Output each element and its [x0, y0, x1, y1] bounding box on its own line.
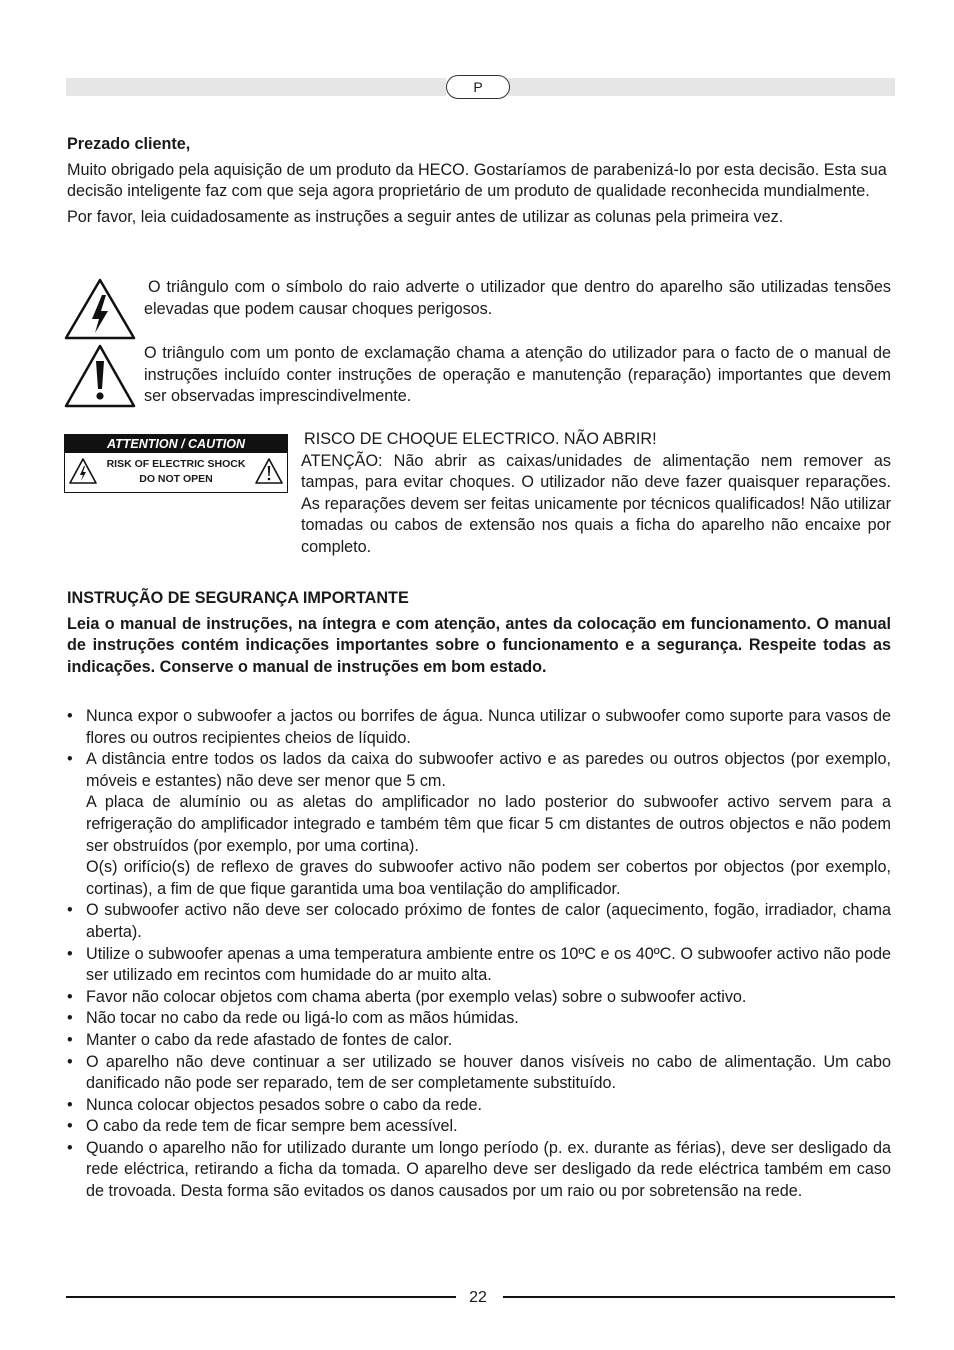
- exclamation-warning-icon: [64, 343, 136, 407]
- caution-label-line-2: DO NOT OPEN: [139, 473, 213, 485]
- list-item: • Não tocar no cabo da rede ou ligá-lo com as mãos húmidas.: [67, 1008, 891, 1030]
- intro-section: [67, 134, 891, 228]
- list-item: • Manter o cabo da rede afastado de fontes de calor.: [67, 1030, 891, 1052]
- lightning-warning-icon: [64, 277, 136, 341]
- caution-label-text: [99, 457, 253, 487]
- caution-body: ATENÇÃO: Não abrir as caixas/unidades de alimentação nem remover as tampas, para evitar choques. O utilizador não deve fazer quaisquer reparações. As reparações devem ser feitas unicamente por técnicos qualificados! Não utilizar tomadas ou cabos de extensão nos quais a ficha do aparelho não encaixe por completo.: [301, 451, 891, 556]
- exclamation-description: O triângulo com um ponto de exclamação chama a atenção do utilizador para o facto de o manual de instruções incluído conter instruções de operação e manutenção (reparação) importantes que devem ser observadas imprescindivelmente.: [144, 344, 891, 406]
- caution-title: RISCO DE CHOQUE ELECTRICO. NÃO ABRIR!: [304, 430, 657, 448]
- list-item: • O aparelho não deve continuar a ser utilizado se houver danos visíveis no cabo de alimentação. Um cabo danificado não pode ser reparado, tem de ser completamente substituído.: [67, 1052, 891, 1095]
- list-item-continuation: A placa de alumínio ou as aletas do amplificador no lado posterior do subwoofer activo servem para a refrigeração do amplificador integrado e também têm que ficar 5 cm distantes de outros objectos e não podem ser obstruídos (por exemplo, por uma cortina).: [86, 793, 891, 855]
- footer-rule-left: [66, 1296, 456, 1298]
- caution-label-line-1: RISK OF ELECTRIC SHOCK: [106, 458, 246, 470]
- lightning-description: O triângulo com o símbolo do raio adverte o utilizador que dentro do aparelho são utilizadas tensões elevadas que podem causar choques perigosos.: [144, 278, 891, 318]
- page-number: 22: [469, 1289, 487, 1306]
- safety-list: [67, 706, 891, 1203]
- language-marker: P: [446, 75, 510, 99]
- header-bar-right: [508, 78, 895, 96]
- list-item-continuation: O(s) orifício(s) de reflexo de graves do subwoofer activo não podem ser cobertos por objectos (por exemplo, cortinas), a fim de que fique garantida uma boa ventilação do amplificador.: [86, 858, 891, 898]
- caution-label: [64, 434, 288, 493]
- intro-paragraph-1: Muito obrigado pela aquisição de um produto da HECO. Gostaríamos de parabenizá-lo por esta decisão. Esta sua decisão inteligente faz com que seja agora proprietário de um produto de qualidade reconhecida mundialmente.: [67, 160, 887, 201]
- exclamation-small-icon: [255, 457, 283, 490]
- safety-section: [67, 588, 891, 678]
- list-item: • Quando o aparelho não for utilizado durante um longo período (p. ex. durante as férias), deve ser desligado da rede eléctrica, retirando a ficha da tomada. O aparelho deve ser desligado da rede eléctrica também em caso de trovoada. Desta forma são evitados os danos causados por um raio ou por sobretensão na rede.: [67, 1138, 891, 1203]
- safety-heading: INSTRUÇÃO DE SEGURANÇA IMPORTANTE: [67, 589, 409, 607]
- list-item: • Nunca expor o subwoofer a jactos ou borrifes de água. Nunca utilizar o subwoofer como suporte para vasos de flores ou outros recipientes cheios de líquido.: [67, 706, 891, 749]
- greeting: Prezado cliente,: [67, 135, 191, 153]
- lightning-small-icon: [69, 457, 97, 490]
- list-item: • O cabo da rede tem de ficar sempre bem acessível.: [67, 1116, 891, 1138]
- safety-bold-intro: Leia o manual de instruções, na íntegra e com atenção, antes da colocação em funcionamento. O manual de instruções contém indicações importantes sobre o funcionamento e a segurança. Respeite todas as indicações. Conserve o manual de instruções em bom estado.: [67, 614, 891, 676]
- intro-paragraph-2: Por favor, leia cuidadosamente as instruções a seguir antes de utilizar as colunas pela primeira vez.: [67, 207, 784, 226]
- list-item: • Favor não colocar objetos com chama aberta (por exemplo velas) sobre o subwoofer activo.: [67, 987, 891, 1009]
- list-item: • O subwoofer activo não deve ser colocado próximo de fontes de calor (aquecimento, fogão, irradiador, chama aberta).: [67, 900, 891, 943]
- safety-list-container: [67, 706, 891, 1203]
- list-item: • Utilize o subwoofer apenas a uma temperatura ambiente entre os 10ºC e os 40ºC. O subwoofer activo não pode ser utilizado em recintos com humidade do ar muito alta.: [67, 944, 891, 987]
- list-item: • Nunca colocar objectos pesados sobre o cabo da rede.: [67, 1095, 891, 1117]
- caution-section: [301, 429, 891, 559]
- list-item: • A distância entre todos os lados da caixa do subwoofer activo e as paredes ou outros objectos (por exemplo, móveis e estantes) não deve ser menor que 5 cm.: [67, 749, 891, 792]
- header-bar-left: [66, 78, 446, 96]
- caution-label-header: ATTENTION / CAUTION: [65, 435, 287, 453]
- footer-rule-right: [503, 1296, 895, 1298]
